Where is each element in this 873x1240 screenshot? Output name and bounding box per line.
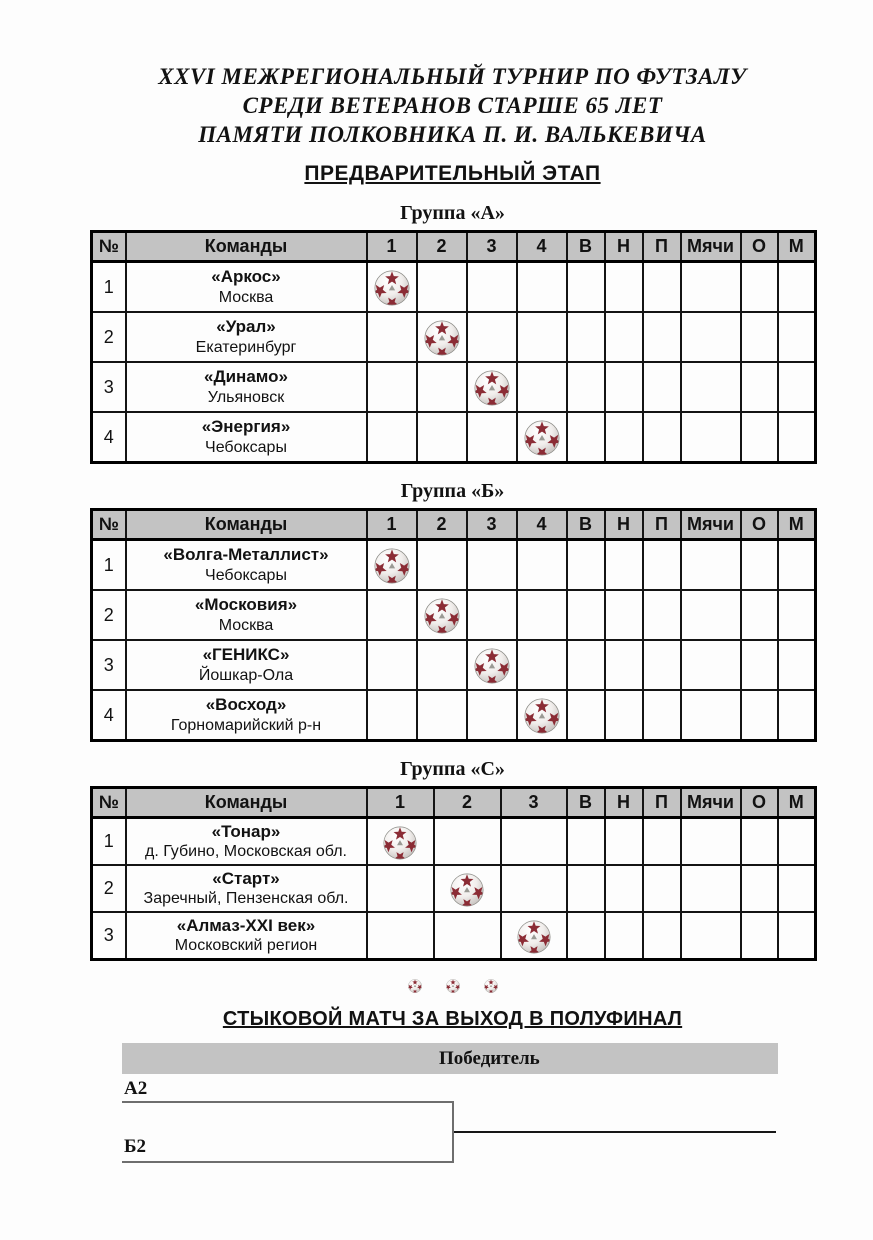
match-cell — [434, 912, 501, 960]
match-cell — [367, 590, 417, 640]
soccer-ball-icon — [374, 548, 410, 584]
soccer-ball-icon — [524, 420, 560, 456]
stat-cell — [643, 590, 681, 640]
stat-cell — [643, 818, 681, 866]
stat-cell — [778, 640, 816, 690]
soccer-ball-icon — [474, 370, 510, 406]
match-cell — [517, 640, 567, 690]
ball-divider — [90, 977, 815, 993]
table-row — [92, 590, 816, 640]
header-cell: М — [778, 232, 816, 262]
winner-header-bar — [122, 1043, 778, 1074]
stat-cell — [567, 262, 605, 313]
stat-cell — [643, 412, 681, 463]
header-cell: О — [741, 510, 778, 540]
header-cell: Н — [605, 510, 643, 540]
stat-cell — [778, 818, 816, 866]
header-cell: Команды — [126, 788, 367, 818]
soccer-ball-icon — [446, 979, 460, 993]
team-name: «ГЕНИКС» — [202, 645, 290, 665]
stat-cell — [778, 690, 816, 741]
table-row — [92, 540, 816, 591]
match-cell — [417, 362, 467, 412]
title-line-3: ПАМЯТИ ПОЛКОВНИКА П. И. ВАЛЬКЕВИЧА — [198, 122, 707, 147]
stat-cell — [741, 262, 778, 313]
team-city: д. Губино, Московская обл. — [144, 843, 347, 861]
header-cell: Н — [605, 788, 643, 818]
match-cell — [467, 262, 517, 313]
match-cell — [501, 912, 567, 960]
match-cell — [417, 590, 467, 640]
row-number: 2 — [92, 312, 126, 362]
playoff-heading: СТЫКОВОЙ МАТЧ ЗА ВЫХОД В ПОЛУФИНАЛ — [222, 1008, 683, 1030]
soccer-ball-icon — [524, 698, 560, 734]
stat-cell — [643, 312, 681, 362]
stat-cell — [778, 590, 816, 640]
row-number: 2 — [92, 865, 126, 912]
title-line-2: СРЕДИ ВЕТЕРАНОВ СТАРШЕ 65 ЛЕТ — [242, 93, 663, 118]
group-a-table — [90, 230, 817, 464]
stat-cell — [567, 362, 605, 412]
bracket-winner-line — [454, 1131, 776, 1133]
stat-cell — [567, 690, 605, 741]
match-cell — [517, 690, 567, 741]
table-header-row — [92, 232, 816, 262]
match-cell — [367, 912, 434, 960]
stat-cell — [567, 912, 605, 960]
header-cell: П — [643, 510, 681, 540]
stat-cell — [741, 590, 778, 640]
stat-cell — [643, 865, 681, 912]
stat-cell — [605, 412, 643, 463]
match-cell — [367, 818, 434, 866]
header-cell: 1 — [367, 232, 417, 262]
stat-cell — [681, 690, 741, 741]
header-cell: О — [741, 788, 778, 818]
team-name: «Старт» — [212, 868, 280, 888]
group-c-title: Группа «С» — [400, 758, 505, 780]
team-name: «Восход» — [205, 695, 287, 715]
stat-cell — [741, 818, 778, 866]
stat-cell — [741, 865, 778, 912]
stat-cell — [643, 262, 681, 313]
team-cell — [126, 690, 367, 741]
table-row — [92, 818, 816, 866]
header-cell: 1 — [367, 510, 417, 540]
team-cell — [126, 312, 367, 362]
match-cell — [517, 262, 567, 313]
team-cell — [126, 865, 367, 912]
match-cell — [417, 540, 467, 591]
table-row — [92, 912, 816, 960]
match-cell — [367, 362, 417, 412]
stat-cell — [567, 640, 605, 690]
match-cell — [367, 312, 417, 362]
header-cell: М — [778, 788, 816, 818]
stat-cell — [605, 262, 643, 313]
header-cell: Н — [605, 232, 643, 262]
match-cell — [367, 690, 417, 741]
bracket-slot-b2: Б2 — [124, 1136, 147, 1157]
table-row — [92, 312, 816, 362]
group-a-title: Группа «А» — [400, 202, 505, 224]
stat-cell — [681, 912, 741, 960]
stat-cell — [681, 312, 741, 362]
team-cell — [126, 262, 367, 313]
header-cell: 4 — [517, 232, 567, 262]
header-cell: № — [92, 788, 126, 818]
header-cell: П — [643, 788, 681, 818]
team-name: «Алмаз-XXI век» — [176, 915, 316, 935]
stat-cell — [605, 912, 643, 960]
stat-cell — [681, 865, 741, 912]
team-city: Заречный, Пензенская обл. — [143, 890, 349, 908]
table-row — [92, 865, 816, 912]
header-cell: В — [567, 232, 605, 262]
team-cell — [126, 540, 367, 591]
match-cell — [434, 818, 501, 866]
stat-cell — [567, 818, 605, 866]
soccer-ball-icon — [408, 979, 422, 993]
match-cell — [517, 540, 567, 591]
header-cell: Команды — [126, 232, 367, 262]
stage-heading: ПРЕДВАРИТЕЛЬНЫЙ ЭТАП — [304, 162, 601, 185]
header-cell: Мячи — [681, 232, 741, 262]
match-cell — [417, 312, 467, 362]
stat-cell — [567, 412, 605, 463]
stat-cell — [778, 412, 816, 463]
team-cell — [126, 912, 367, 960]
header-cell: № — [92, 232, 126, 262]
team-city: Чебоксары — [205, 438, 287, 456]
header-cell: 3 — [467, 232, 517, 262]
header-cell: 2 — [434, 788, 501, 818]
row-number: 1 — [92, 540, 126, 591]
stat-cell — [778, 865, 816, 912]
header-cell: 2 — [417, 232, 467, 262]
match-cell — [367, 540, 417, 591]
team-city: Йошкар-Ола — [198, 666, 294, 684]
header-cell: 1 — [367, 788, 434, 818]
table-header-row — [92, 788, 816, 818]
match-cell — [467, 362, 517, 412]
stat-cell — [605, 540, 643, 591]
stat-cell — [778, 262, 816, 313]
stat-cell — [643, 912, 681, 960]
match-cell — [517, 590, 567, 640]
stat-cell — [567, 865, 605, 912]
row-number: 2 — [92, 590, 126, 640]
stat-cell — [567, 540, 605, 591]
match-cell — [467, 540, 517, 591]
match-cell — [417, 640, 467, 690]
match-cell — [367, 262, 417, 313]
stat-cell — [605, 312, 643, 362]
team-cell — [126, 412, 367, 463]
team-cell — [126, 818, 367, 866]
row-number: 3 — [92, 362, 126, 412]
match-cell — [467, 590, 517, 640]
header-cell: 3 — [467, 510, 517, 540]
stat-cell — [681, 362, 741, 412]
table-header-row — [92, 510, 816, 540]
match-cell — [367, 412, 417, 463]
team-city: Екатеринбург — [195, 338, 297, 356]
stat-cell — [605, 865, 643, 912]
winner-label: Победитель — [438, 1047, 540, 1069]
bracket-slot-a2: А2 — [124, 1078, 148, 1099]
team-name: «Тонар» — [211, 821, 281, 841]
team-city: Москва — [218, 288, 274, 306]
stat-cell — [567, 312, 605, 362]
table-row — [92, 362, 816, 412]
stat-cell — [605, 640, 643, 690]
table-row — [92, 412, 816, 463]
header-cell: № — [92, 510, 126, 540]
stat-cell — [681, 262, 741, 313]
team-city: Москва — [218, 616, 274, 634]
team-name: «Московия» — [194, 595, 298, 615]
soccer-ball-icon — [474, 648, 510, 684]
soccer-ball-icon — [517, 920, 551, 954]
team-cell — [126, 640, 367, 690]
stat-cell — [741, 912, 778, 960]
header-cell: 4 — [517, 510, 567, 540]
row-number: 1 — [92, 818, 126, 866]
match-cell — [501, 818, 567, 866]
team-name: «Аркос» — [211, 267, 281, 287]
stat-cell — [681, 640, 741, 690]
header-cell: В — [567, 510, 605, 540]
header-cell: П — [643, 232, 681, 262]
match-cell — [467, 640, 517, 690]
row-number: 3 — [92, 640, 126, 690]
match-cell — [367, 865, 434, 912]
soccer-ball-icon — [484, 979, 498, 993]
header-cell: Мячи — [681, 510, 741, 540]
stat-cell — [741, 540, 778, 591]
header-cell: Команды — [126, 510, 367, 540]
stat-cell — [778, 312, 816, 362]
row-number: 4 — [92, 412, 126, 463]
group-c-table — [90, 786, 817, 961]
tournament-title — [90, 0, 815, 149]
row-number: 4 — [92, 690, 126, 741]
team-name: «Энергия» — [201, 417, 291, 437]
team-cell — [126, 590, 367, 640]
group-b-title: Группа «Б» — [400, 480, 505, 502]
team-city: Московский регион — [174, 937, 318, 955]
header-cell: 3 — [501, 788, 567, 818]
match-cell — [517, 362, 567, 412]
match-cell — [501, 865, 567, 912]
team-cell — [126, 362, 367, 412]
header-cell: 2 — [417, 510, 467, 540]
header-cell: В — [567, 788, 605, 818]
stat-cell — [643, 640, 681, 690]
title-line-1: XXVI МЕЖРЕГИОНАЛЬНЫЙ ТУРНИР ПО ФУТЗАЛУ — [158, 64, 747, 89]
stat-cell — [778, 362, 816, 412]
team-city: Горномарийский р-н — [170, 716, 322, 734]
stat-cell — [681, 540, 741, 591]
stat-cell — [741, 412, 778, 463]
playoff-bracket — [122, 1074, 808, 1184]
match-cell — [467, 412, 517, 463]
stat-cell — [681, 590, 741, 640]
row-number: 1 — [92, 262, 126, 313]
soccer-ball-icon — [424, 320, 460, 356]
soccer-ball-icon — [383, 826, 417, 860]
stat-cell — [741, 362, 778, 412]
row-number: 3 — [92, 912, 126, 960]
match-cell — [517, 312, 567, 362]
soccer-ball-icon — [450, 873, 484, 907]
header-cell: О — [741, 232, 778, 262]
stat-cell — [741, 312, 778, 362]
group-b-table — [90, 508, 817, 742]
stat-cell — [643, 362, 681, 412]
team-name: «Динамо» — [204, 367, 288, 387]
stat-cell — [681, 818, 741, 866]
bracket-top-line — [122, 1101, 454, 1103]
header-cell: Мячи — [681, 788, 741, 818]
match-cell — [434, 865, 501, 912]
stat-cell — [643, 690, 681, 741]
match-cell — [467, 312, 517, 362]
table-row — [92, 640, 816, 690]
stat-cell — [605, 690, 643, 741]
stat-cell — [567, 590, 605, 640]
stat-cell — [681, 412, 741, 463]
stat-cell — [643, 540, 681, 591]
table-row — [92, 690, 816, 741]
bracket-bottom-line — [122, 1161, 454, 1163]
match-cell — [367, 640, 417, 690]
team-name: «Урал» — [216, 317, 276, 337]
stat-cell — [741, 640, 778, 690]
match-cell — [517, 412, 567, 463]
stat-cell — [605, 590, 643, 640]
header-cell: М — [778, 510, 816, 540]
stat-cell — [605, 818, 643, 866]
soccer-ball-icon — [374, 270, 410, 306]
stat-cell — [741, 690, 778, 741]
match-cell — [417, 690, 467, 741]
stat-cell — [778, 540, 816, 591]
team-city: Чебоксары — [205, 566, 287, 584]
table-row — [92, 262, 816, 313]
match-cell — [417, 412, 467, 463]
stat-cell — [778, 912, 816, 960]
stat-cell — [605, 362, 643, 412]
soccer-ball-icon — [424, 598, 460, 634]
match-cell — [417, 262, 467, 313]
team-name: «Волга-Металлист» — [163, 545, 329, 565]
team-city: Ульяновск — [207, 388, 285, 406]
match-cell — [467, 690, 517, 741]
